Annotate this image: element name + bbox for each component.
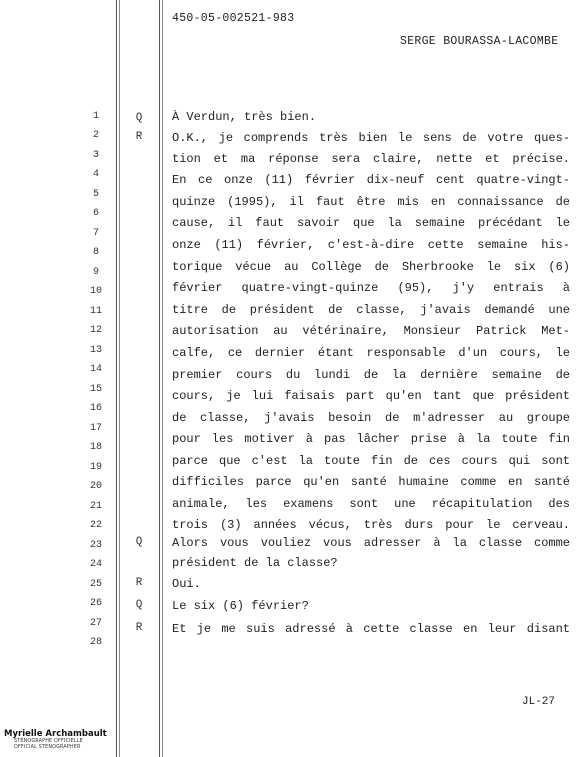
transcript-line: Oui. — [172, 577, 201, 591]
line-number: 16 — [89, 403, 102, 414]
line-number: 5 — [92, 189, 99, 200]
line-number: 21 — [89, 501, 102, 512]
transcript-line: calfe, ce dernier étant responsable d'un cours, le — [172, 346, 570, 360]
speaker-marker: Q — [135, 536, 143, 548]
margin-rule-left-1 — [116, 0, 117, 757]
stenographer-title-en: OFFICIAL STENOGRAPHER — [14, 745, 81, 750]
line-number: 2 — [92, 130, 99, 141]
line-number: 6 — [92, 208, 99, 219]
margin-rule-right-2 — [162, 0, 163, 757]
line-number: 18 — [89, 442, 102, 453]
line-number: 3 — [92, 150, 99, 161]
transcript-line: trois (3) années vécus, très durs pour le cerveau. — [172, 518, 570, 532]
line-number: 22 — [89, 520, 102, 531]
line-number: 24 — [89, 559, 102, 570]
transcript-line: À Verdun, très bien. — [172, 110, 317, 124]
transcript-line: tion et ma réponse sera claire, nette et précise. — [172, 152, 570, 166]
line-number: 7 — [92, 228, 99, 239]
line-number: 25 — [89, 579, 102, 590]
line-number: 13 — [89, 345, 102, 356]
transcript-line: torique vécue au Collège de Sherbrooke le six (6) — [172, 260, 570, 274]
transcript-line: Et je me suis adressé à cette classe en leur disant — [172, 622, 570, 636]
stenographer-name: Myrielle Archambault — [4, 729, 107, 739]
transcript-line: premier cours du lundi de la dernière semaine de — [172, 368, 570, 382]
transcript-line: président de la classe? — [172, 556, 338, 570]
line-number: 11 — [89, 306, 102, 317]
transcript-line: parce que c'est la toute fin de ces cours qui sont — [172, 454, 570, 468]
transcript-line: autorisation au vétérinaire, Monsieur Patrick Met- — [172, 324, 570, 338]
transcript-line: de classe, j'avais besoin de m'adresser au groupe — [172, 411, 570, 425]
transcript-line: Alors vous vouliez vous adresser à la classe comme — [172, 536, 570, 550]
transcript-line: titre de président de classe, j'avais demandé une — [172, 303, 570, 317]
speaker-marker: R — [135, 577, 143, 589]
line-number: 23 — [89, 540, 102, 551]
file-number: 450-05-002521-983 — [172, 12, 295, 25]
stenographer-title-fr: STÉNOGRAPHE OFFICIELLE — [14, 739, 83, 744]
transcript-line: février quatre-vingt-quinze (95), j'y entrais à — [172, 281, 570, 295]
transcript-line: En ce onze (11) février dix-neuf cent quatre-vingt- — [172, 173, 570, 187]
speaker-marker: R — [135, 622, 143, 634]
margin-rule-right-1 — [159, 0, 160, 757]
line-number: 12 — [89, 325, 102, 336]
line-number: 4 — [92, 169, 99, 180]
speaker-marker: Q — [135, 112, 143, 124]
line-number: 20 — [89, 481, 102, 492]
margin-rule-left-2 — [119, 0, 120, 757]
line-number: 17 — [89, 423, 102, 434]
transcript-line: quinze (1995), il faut être mis en connaissance de — [172, 195, 570, 209]
transcript-line: O.K., je comprends très bien le sens de votre ques- — [172, 131, 570, 145]
line-number: 15 — [89, 384, 102, 395]
transcript-line: Le six (6) février? — [172, 599, 309, 613]
transcript-line: animale, les examens sont une récapitulation des — [172, 497, 570, 511]
line-number: 1 — [92, 111, 99, 122]
line-number: 19 — [89, 462, 102, 473]
speaker-marker: Q — [135, 599, 143, 611]
line-number: 8 — [92, 247, 99, 258]
page-code: JL-27 — [522, 696, 556, 708]
line-number: 26 — [89, 598, 102, 609]
transcript-line: cause, il faut savoir que la semaine précédant le — [172, 216, 570, 230]
speaker-marker: R — [135, 131, 143, 143]
line-number: 27 — [89, 618, 102, 629]
witness-name: SERGE BOURASSA-LACOMBE — [400, 35, 559, 48]
transcript-line: cours, je lui faisais part qu'en tant que président — [172, 389, 570, 403]
stenographer-stamp — [4, 729, 114, 751]
line-number: 14 — [89, 364, 102, 375]
transcript-line: difficiles parce qu'en santé humaine comme en santé — [172, 475, 570, 489]
line-number: 9 — [92, 267, 99, 278]
line-number: 28 — [89, 637, 102, 648]
line-number: 10 — [89, 286, 102, 297]
transcript-line: pour les motiver à pas lâcher prise à la toute fin — [172, 432, 570, 446]
transcript-line: onze (11) février, c'est-à-dire cette semaine his- — [172, 238, 570, 252]
